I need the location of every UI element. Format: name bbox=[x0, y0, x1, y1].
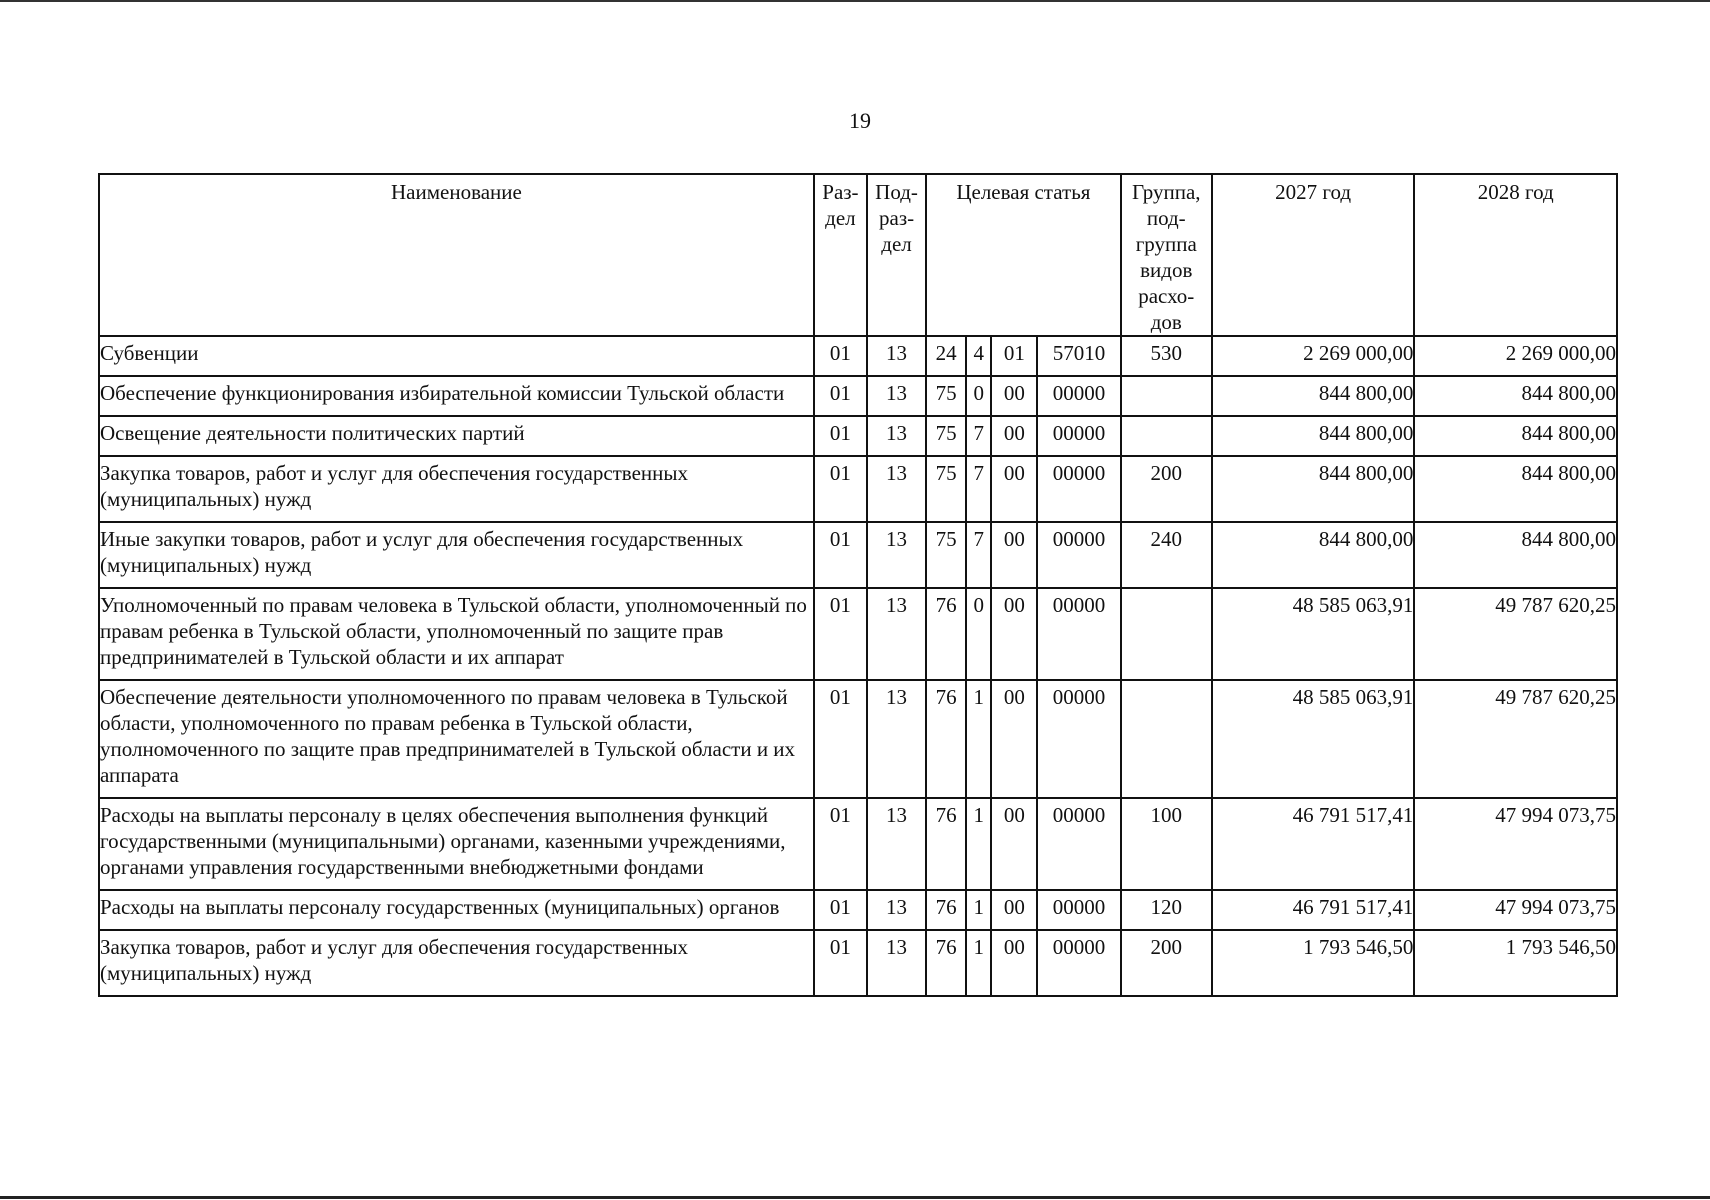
row-section: 01 bbox=[814, 680, 867, 798]
table-row bbox=[99, 456, 1617, 522]
row-amount-2028: 2 269 000,00 bbox=[1414, 336, 1617, 376]
table-row bbox=[99, 376, 1617, 416]
row-section: 01 bbox=[814, 336, 867, 376]
row-target-element: 00 bbox=[991, 798, 1037, 890]
row-target-subprogram: 7 bbox=[966, 416, 991, 456]
scan-edge-top bbox=[0, 0, 1710, 2]
row-amount-2028: 49 787 620,25 bbox=[1414, 680, 1617, 798]
row-expense-group bbox=[1121, 376, 1212, 416]
row-target-subprogram: 1 bbox=[966, 930, 991, 996]
row-expense-group bbox=[1121, 588, 1212, 680]
row-amount-2027: 2 269 000,00 bbox=[1212, 336, 1415, 376]
row-section: 01 bbox=[814, 522, 867, 588]
table-row bbox=[99, 680, 1617, 798]
row-expense-group: 200 bbox=[1121, 456, 1212, 522]
row-section: 01 bbox=[814, 890, 867, 930]
row-target-direction: 00000 bbox=[1037, 376, 1120, 416]
row-target-direction: 00000 bbox=[1037, 456, 1120, 522]
row-amount-2028: 844 800,00 bbox=[1414, 522, 1617, 588]
row-amount-2027: 844 800,00 bbox=[1212, 416, 1415, 456]
row-name: Обеспечение функционирования избирательной комиссии Тульской области bbox=[99, 376, 814, 416]
row-expense-group: 120 bbox=[1121, 890, 1212, 930]
row-target-program: 75 bbox=[926, 456, 966, 522]
row-target-element: 00 bbox=[991, 522, 1037, 588]
header-name: Наименование bbox=[99, 174, 814, 336]
row-subsection: 13 bbox=[867, 798, 926, 890]
row-target-element: 00 bbox=[991, 376, 1037, 416]
row-target-direction: 00000 bbox=[1037, 890, 1120, 930]
row-target-element: 00 bbox=[991, 890, 1037, 930]
header-expense-group: Группа, под- группа видов расхо- дов bbox=[1121, 174, 1212, 336]
row-target-direction: 00000 bbox=[1037, 930, 1120, 996]
row-target-direction: 00000 bbox=[1037, 680, 1120, 798]
row-target-program: 76 bbox=[926, 930, 966, 996]
row-subsection: 13 bbox=[867, 416, 926, 456]
row-target-program: 76 bbox=[926, 890, 966, 930]
row-section: 01 bbox=[814, 930, 867, 996]
row-amount-2028: 844 800,00 bbox=[1414, 416, 1617, 456]
row-name: Обеспечение деятельности уполномоченного по правам человека в Тульской области, уполномоченного по правам ребенка в Тульской области, уполномоченного по защите прав предпринимателей в Тульской области и их аппарата bbox=[99, 680, 814, 798]
row-target-program: 75 bbox=[926, 416, 966, 456]
row-name: Расходы на выплаты персоналу в целях обеспечения выполнения функций государственными (муниципальными) органами, казенными учреждениями, органами управления государственными внебюджетными фондами bbox=[99, 798, 814, 890]
row-amount-2028: 49 787 620,25 bbox=[1414, 588, 1617, 680]
row-name: Освещение деятельности политических партий bbox=[99, 416, 814, 456]
row-amount-2027: 48 585 063,91 bbox=[1212, 588, 1415, 680]
row-target-program: 76 bbox=[926, 588, 966, 680]
table-row bbox=[99, 416, 1617, 456]
row-target-direction: 57010 bbox=[1037, 336, 1120, 376]
row-target-subprogram: 7 bbox=[966, 456, 991, 522]
row-section: 01 bbox=[814, 416, 867, 456]
row-amount-2028: 47 994 073,75 bbox=[1414, 798, 1617, 890]
row-amount-2027: 46 791 517,41 bbox=[1212, 890, 1415, 930]
row-name: Иные закупки товаров, работ и услуг для обеспечения государственных (муниципальных) нужд bbox=[99, 522, 814, 588]
row-target-subprogram: 1 bbox=[966, 798, 991, 890]
table-row bbox=[99, 588, 1617, 680]
row-section: 01 bbox=[814, 456, 867, 522]
table-row bbox=[99, 522, 1617, 588]
row-subsection: 13 bbox=[867, 376, 926, 416]
row-target-program: 24 bbox=[926, 336, 966, 376]
row-amount-2028: 844 800,00 bbox=[1414, 376, 1617, 416]
row-expense-group bbox=[1121, 416, 1212, 456]
table-row bbox=[99, 930, 1617, 996]
row-target-subprogram: 0 bbox=[966, 376, 991, 416]
row-section: 01 bbox=[814, 588, 867, 680]
row-expense-group: 100 bbox=[1121, 798, 1212, 890]
row-target-element: 00 bbox=[991, 680, 1037, 798]
row-target-program: 76 bbox=[926, 680, 966, 798]
row-target-direction: 00000 bbox=[1037, 798, 1120, 890]
row-target-subprogram: 4 bbox=[966, 336, 991, 376]
table-row bbox=[99, 798, 1617, 890]
header-subsection: Под- раз- дел bbox=[867, 174, 926, 336]
row-amount-2027: 844 800,00 bbox=[1212, 456, 1415, 522]
row-subsection: 13 bbox=[867, 930, 926, 996]
row-subsection: 13 bbox=[867, 588, 926, 680]
row-amount-2027: 46 791 517,41 bbox=[1212, 798, 1415, 890]
header-year-2027: 2027 год bbox=[1212, 174, 1415, 336]
row-name: Закупка товаров, работ и услуг для обеспечения государственных (муниципальных) нужд bbox=[99, 456, 814, 522]
header-section: Раз- дел bbox=[814, 174, 867, 336]
row-target-element: 00 bbox=[991, 456, 1037, 522]
row-section: 01 bbox=[814, 798, 867, 890]
table-row bbox=[99, 890, 1617, 930]
row-amount-2027: 844 800,00 bbox=[1212, 522, 1415, 588]
budget-table bbox=[98, 173, 1618, 997]
row-amount-2028: 47 994 073,75 bbox=[1414, 890, 1617, 930]
row-target-element: 01 bbox=[991, 336, 1037, 376]
table-row bbox=[99, 336, 1617, 376]
row-name: Уполномоченный по правам человека в Тульской области, уполномоченный по правам ребенка в Тульской области, уполномоченный по защите прав предпринимателей в Тульской области и их аппарат bbox=[99, 588, 814, 680]
scan-edge-bottom bbox=[0, 1196, 1710, 1199]
row-amount-2027: 1 793 546,50 bbox=[1212, 930, 1415, 996]
row-target-subprogram: 1 bbox=[966, 680, 991, 798]
row-target-subprogram: 7 bbox=[966, 522, 991, 588]
table-header-row bbox=[99, 174, 1617, 336]
row-amount-2028: 1 793 546,50 bbox=[1414, 930, 1617, 996]
row-target-direction: 00000 bbox=[1037, 522, 1120, 588]
row-target-element: 00 bbox=[991, 930, 1037, 996]
row-expense-group: 530 bbox=[1121, 336, 1212, 376]
row-target-program: 75 bbox=[926, 522, 966, 588]
row-target-element: 00 bbox=[991, 416, 1037, 456]
row-subsection: 13 bbox=[867, 456, 926, 522]
row-amount-2027: 48 585 063,91 bbox=[1212, 680, 1415, 798]
row-target-subprogram: 0 bbox=[966, 588, 991, 680]
row-expense-group: 200 bbox=[1121, 930, 1212, 996]
row-name: Субвенции bbox=[99, 336, 814, 376]
row-target-direction: 00000 bbox=[1037, 416, 1120, 456]
row-target-element: 00 bbox=[991, 588, 1037, 680]
row-subsection: 13 bbox=[867, 680, 926, 798]
row-target-program: 75 bbox=[926, 376, 966, 416]
row-amount-2028: 844 800,00 bbox=[1414, 456, 1617, 522]
row-target-subprogram: 1 bbox=[966, 890, 991, 930]
header-target-article: Целевая статья bbox=[926, 174, 1121, 336]
row-name: Закупка товаров, работ и услуг для обеспечения государственных (муниципальных) нужд bbox=[99, 930, 814, 996]
row-amount-2027: 844 800,00 bbox=[1212, 376, 1415, 416]
row-subsection: 13 bbox=[867, 890, 926, 930]
row-expense-group: 240 bbox=[1121, 522, 1212, 588]
row-expense-group bbox=[1121, 680, 1212, 798]
row-subsection: 13 bbox=[867, 522, 926, 588]
page-number: 19 bbox=[849, 108, 871, 133]
row-target-direction: 00000 bbox=[1037, 588, 1120, 680]
row-name: Расходы на выплаты персоналу государственных (муниципальных) органов bbox=[99, 890, 814, 930]
header-year-2028: 2028 год bbox=[1414, 174, 1617, 336]
row-target-program: 76 bbox=[926, 798, 966, 890]
row-subsection: 13 bbox=[867, 336, 926, 376]
row-section: 01 bbox=[814, 376, 867, 416]
